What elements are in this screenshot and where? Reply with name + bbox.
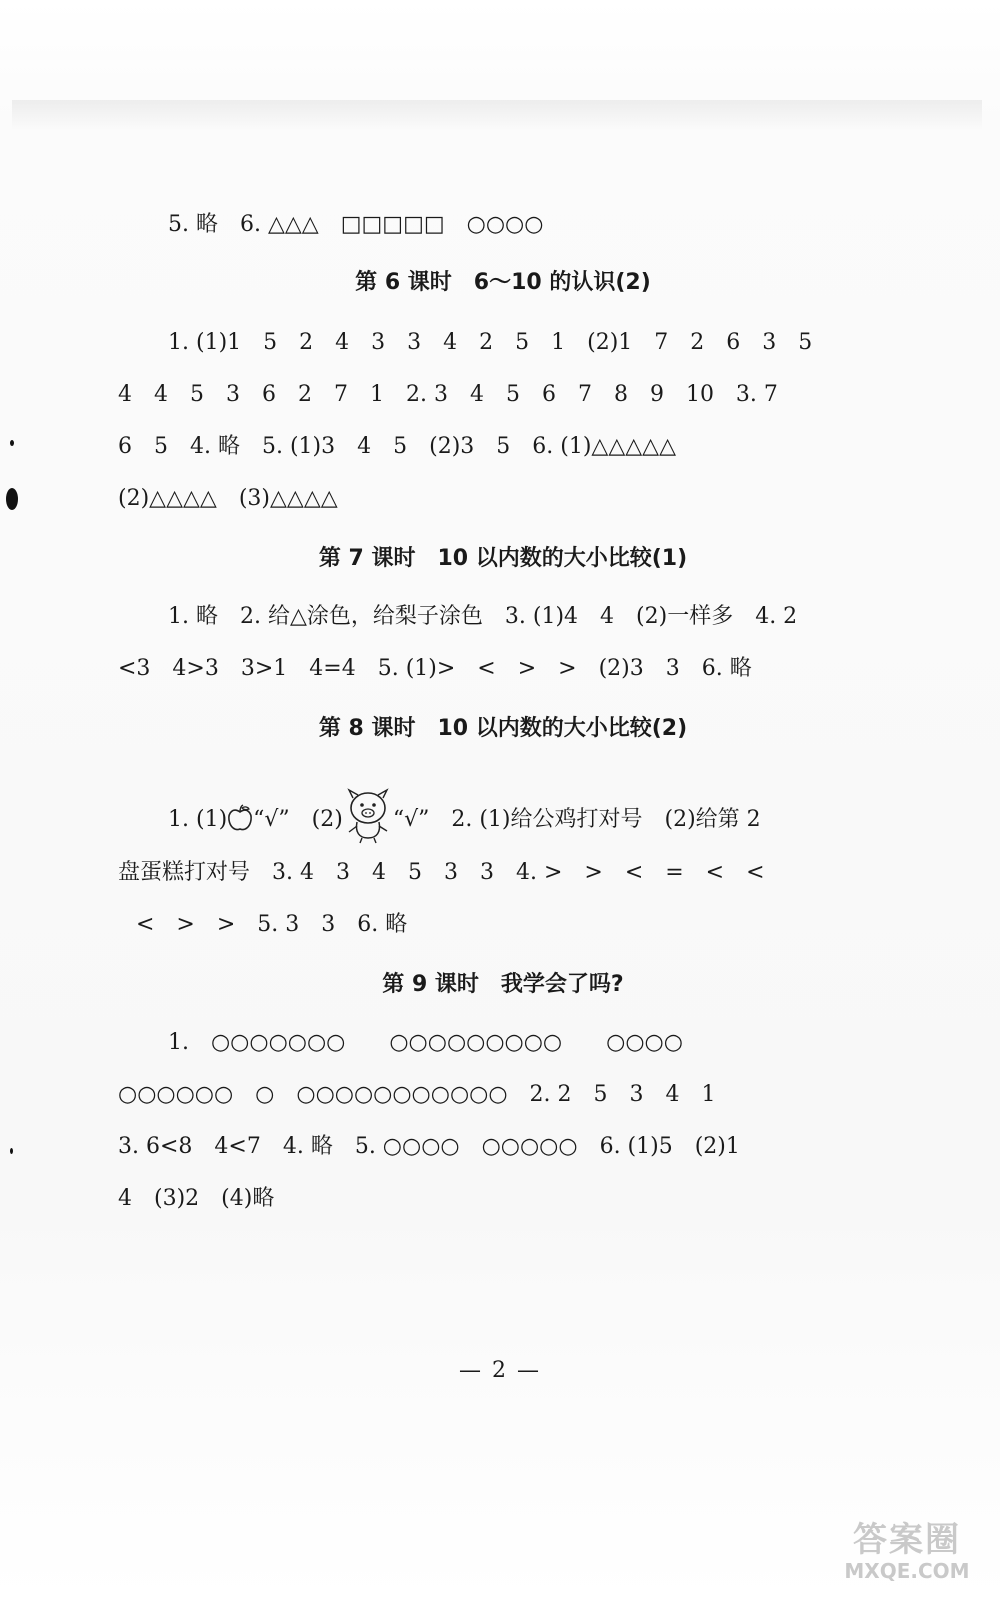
answer-line-11: 1. ○○○○○○○ ○○○○○○○○○ ○○○○ — [168, 1030, 683, 1055]
scan-shadow — [12, 100, 982, 130]
ink-dot — [10, 1148, 13, 1154]
answer-line-4: 6 5 4. 略 5. (1)3 4 5 (2)3 5 6. (1)△△△△△ — [118, 434, 677, 459]
answer-line-2: 1. (1)1 5 2 4 3 3 4 2 5 1 (2)1 7 2 6 3 5 — [168, 330, 813, 355]
answer-line-7: <3 4>3 3>1 4=4 5. (1)> < > > (2)3 3 6. 略 — [118, 656, 752, 681]
section-heading-lesson-6: 第 6 课时 6～10 的认识(2) — [355, 270, 651, 295]
section-heading-lesson-9: 第 9 课时 我学会了吗? — [382, 972, 624, 997]
answer-line-8 — [168, 788, 761, 832]
answer-line-9: 盘蛋糕打对号 3. 4 3 4 5 3 3 4. > > < = < < — [118, 860, 765, 885]
pig-cartoon-icon — [343, 788, 393, 853]
answer-line-13: 3. 6<8 4<7 4. 略 5. ○○○○ ○○○○○ 6. (1)5 (2)1 — [118, 1134, 740, 1159]
answer-line-12: ○○○○○○ ○ ○○○○○○○○○○○ 2. 2 5 3 4 1 — [118, 1082, 716, 1107]
answer-line-3: 4 4 5 3 6 2 7 1 2. 3 4 5 6 7 8 9 10 3. 7 — [118, 382, 778, 407]
section-heading-lesson-8: 第 8 课时 10 以内数的大小比较(2) — [318, 716, 688, 741]
answer-line-1: 5. 略 6. △△△ □□□□□ ○○○○ — [168, 212, 544, 237]
watermark-logo — [832, 1520, 982, 1586]
answer-line-8-part-1: 1. (1) — [168, 807, 228, 832]
ink-dot — [10, 440, 14, 446]
answer-line-14: 4 (3)2 (4)略 — [118, 1186, 275, 1211]
answer-line-8-part-3: “√” 2. (1)给公鸡打对号 (2)给第 2 — [392, 807, 761, 832]
answer-line-8-part-2: “√” (2) — [253, 807, 343, 832]
answer-line-5: (2)△△△△ (3)△△△△ — [118, 486, 338, 511]
answer-line-6: 1. 略 2. 给△涂色，给梨子涂色 3. (1)4 4 (2)一样多 4. 2 — [168, 604, 798, 629]
section-heading-lesson-7: 第 7 课时 10 以内数的大小比较(1) — [318, 546, 688, 571]
watermark-line-1: 答案圈 — [853, 1520, 961, 1560]
answer-line-10: < > > 5. 3 3 6. 略 — [136, 912, 408, 937]
ink-blot — [6, 488, 18, 510]
watermark-line-2: MXQE.COM — [844, 1559, 970, 1583]
apple-icon — [227, 804, 253, 841]
page-number: — 2 — — [459, 1358, 541, 1383]
